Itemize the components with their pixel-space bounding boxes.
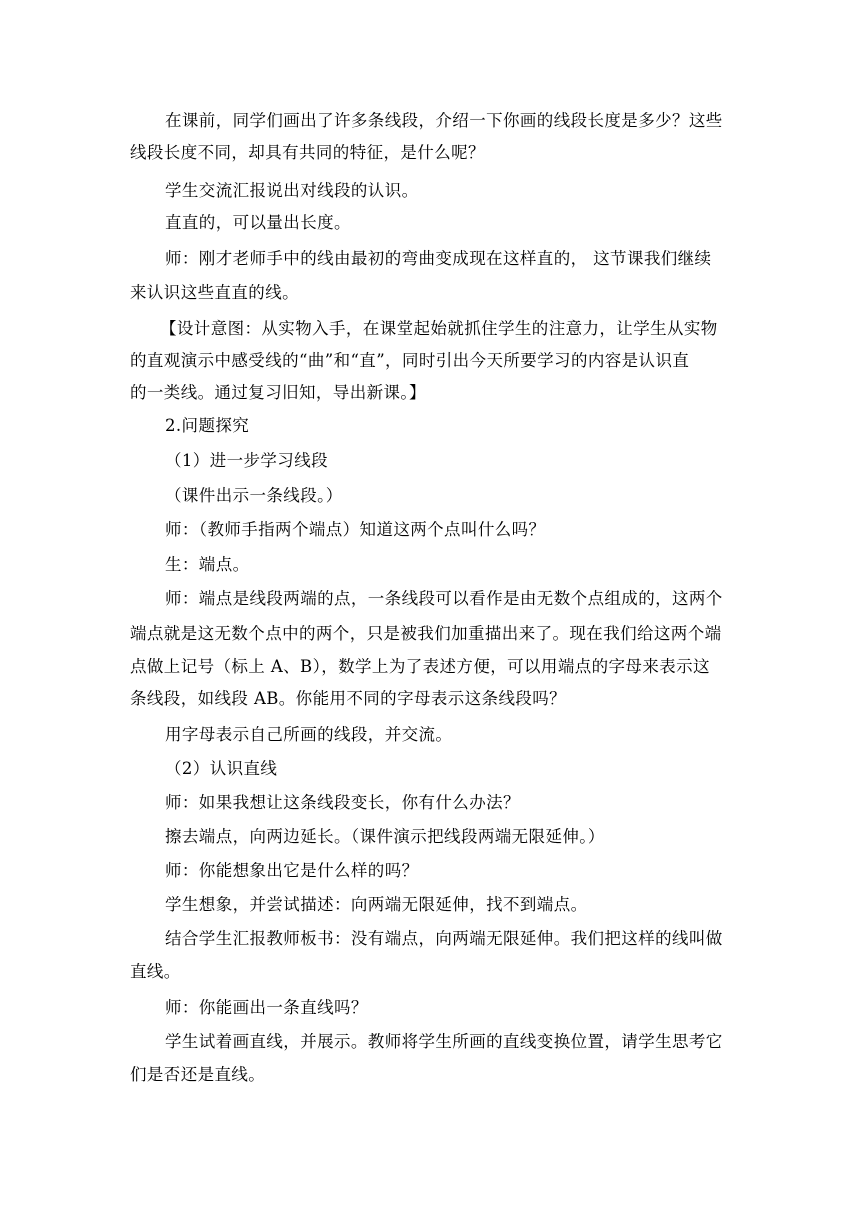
paragraph-line: 来认识这些直直的线。	[130, 283, 299, 302]
paragraph-line: 端点就是这无数个点中的两个，只是被我们加重描出来了。现在我们给这两个端	[130, 624, 722, 643]
paragraph-line: 直线。	[130, 962, 181, 981]
paragraph-line: 师：刚才老师手中的线由最初的弯曲变成现在这样直的， 这节课我们继续	[165, 249, 712, 268]
paragraph-line: 师：（教师手指两个端点）知道这两个点叫什么吗？	[165, 520, 546, 539]
paragraph-line: 擦去端点，向两边延长。（课件演示把线段两端无限延伸。）	[165, 827, 605, 846]
paragraph-line: 结合学生汇报教师板书：没有端点，向两端无限延伸。我们把这样的线叫做	[165, 929, 723, 948]
section-heading: 2.问题探究	[165, 416, 250, 435]
paragraph-line: 们是否还是直线。	[130, 1065, 266, 1084]
paragraph-line: 线段长度不同，却具有共同的特征，是什么呢？	[130, 143, 485, 162]
paragraph-line: 学生交流汇报说出对线段的认识。	[165, 181, 419, 200]
paragraph-line: （课件出示一条线段。）	[165, 486, 343, 505]
paragraph-line: 在课前，同学们画出了许多条线段，介绍一下你画的线段长度是多少？这些	[165, 111, 723, 130]
subsection-heading: （1）进一步学习线段	[165, 451, 328, 470]
paragraph-line: 的直观演示中感受线的“曲”和“直”，同时引出今天所要学习的内容是认识直	[130, 351, 690, 370]
paragraph-line: 师：如果我想让这条线段变长，你有什么办法？	[165, 793, 520, 812]
paragraph-line: 条线段，如线段 AB。你能用不同的字母表示这条线段吗？	[130, 689, 567, 708]
subsection-heading: （2）认识直线	[165, 759, 278, 778]
paragraph-line: 用字母表示自己所画的线段，并交流。	[165, 725, 453, 744]
paragraph-line: 学生试着画直线，并展示。教师将学生所画的直线变换位置，请学生思考它	[165, 1032, 723, 1051]
paragraph-line: 学生想象，并尝试描述：向两端无限延伸，找不到端点。	[165, 895, 588, 914]
paragraph-line: 师：端点是线段两端的点，一条线段可以看作是由无数个点组成的，这两个	[165, 589, 723, 608]
paragraph-line: 直直的，可以量出长度。	[165, 213, 351, 232]
paragraph-line: 【设计意图：从实物入手，在课堂起始就抓住学生的注意力，让学生从实物	[160, 319, 718, 338]
paragraph-line: 点做上记号（标上 A、B），数学上为了表述方便，可以用端点的字母来表示这	[130, 657, 710, 676]
paragraph-line: 生：端点。	[165, 555, 250, 574]
paragraph-line: 师：你能画出一条直线吗？	[165, 998, 368, 1017]
paragraph-line: 的一类线。通过复习旧知，导出新课。】	[130, 383, 426, 402]
paragraph-line: 师：你能想象出它是什么样的吗？	[165, 861, 419, 880]
